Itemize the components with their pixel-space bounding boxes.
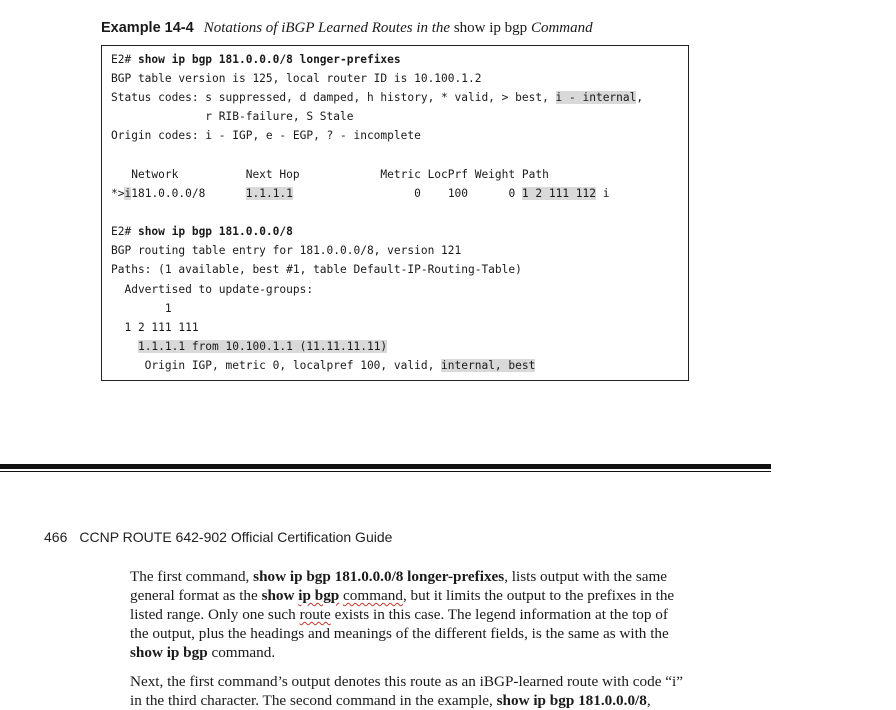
- code-text: i: [596, 187, 610, 200]
- code-line: [111, 359, 535, 373]
- page-break-rule: [0, 464, 771, 469]
- paragraph: [130, 567, 690, 662]
- text: command: [343, 587, 403, 604]
- command: show ip bgp 181.0.0.0/8 longer-prefixes: [253, 568, 505, 585]
- code-line: Advertised to update-groups:: [111, 283, 314, 296]
- running-head: [44, 529, 392, 545]
- text: ,: [646, 692, 651, 709]
- text: , but it limits the output to the prefixes in the listed range. Only one such: [130, 587, 675, 623]
- code-text: 181.0.0.0/8: [131, 187, 246, 200]
- code-text: [111, 340, 138, 353]
- example-label: Example 14-4: [101, 20, 194, 36]
- text: route: [299, 606, 331, 623]
- code-text: ,: [636, 91, 644, 104]
- code-text: *>: [111, 187, 125, 200]
- text: command.: [207, 644, 276, 661]
- code-line: BGP table version is 125, local router ID is 10.100.1.2: [111, 72, 482, 85]
- example-title: [204, 20, 593, 36]
- page-number: 466: [44, 529, 68, 545]
- title-command: show ip bgp: [453, 20, 528, 36]
- command: show ip bgp 181.0.0.0/8: [496, 692, 647, 709]
- code-line: Paths: (1 available, best #1, table Default-IP-Routing-Table): [111, 263, 522, 276]
- text: , lists output with the same general format as the: [130, 568, 668, 604]
- text: Next, the first command’s output denotes this route as an iBGP-learned route with code “i” in the third character. The second command in the example,: [130, 673, 683, 709]
- code-example-box: [101, 45, 689, 381]
- paragraph: [130, 672, 690, 710]
- code-text: 0 100 0: [292, 187, 522, 200]
- code-line: BGP routing table entry for 181.0.0.0/8, version 121: [111, 244, 462, 257]
- code-line: Origin codes: i - IGP, e - EGP, ? - incomplete: [111, 129, 421, 142]
- highlight: 1 2 111 112: [521, 187, 597, 200]
- code-text: Status codes: s suppressed, d damped, h history, * valid, > best,: [111, 91, 556, 104]
- text: The first command,: [130, 568, 254, 585]
- highlight: internal, best: [441, 359, 536, 372]
- command: show ip bgp: [130, 644, 208, 661]
- command: show ip bgp 181.0.0.0/8 longer-prefixes: [137, 53, 401, 66]
- code-line: 1 2 111 111: [111, 321, 199, 334]
- code-line: r RIB-failure, S Stale: [111, 110, 354, 123]
- prompt: E2#: [111, 225, 138, 238]
- command: [262, 587, 340, 604]
- highlight: i: [124, 187, 132, 200]
- code-line: Network Next Hop Metric LocPrf Weight Path: [111, 168, 549, 181]
- prompt: E2#: [111, 53, 138, 66]
- title-text-end: Command: [527, 20, 593, 36]
- page-break-rule-thin: [0, 471, 771, 472]
- code-line: 1: [111, 302, 172, 315]
- command-part: show: [261, 587, 299, 604]
- code-line: [111, 225, 293, 239]
- command-part: ip bgp: [298, 587, 340, 604]
- title-text: Notations of iBGP Learned Routes in the: [203, 20, 454, 36]
- example-caption: [101, 20, 593, 37]
- code-line: [111, 187, 610, 201]
- text: exists in this case. The legend information at the top of the output, plus the headings and meanings of the different fields, is the same as with the: [130, 606, 669, 642]
- code-line: [111, 53, 401, 67]
- highlight: 1.1.1.1 from 10.100.1.1 (11.11.11.11): [137, 340, 388, 353]
- code-line: [111, 91, 643, 105]
- highlight: 1.1.1.1: [245, 187, 293, 200]
- book-title: CCNP ROUTE 642-902 Official Certification Guide: [79, 529, 393, 545]
- command: show ip bgp 181.0.0.0/8: [137, 225, 293, 238]
- code-line: [111, 340, 387, 354]
- highlight: i - internal: [555, 91, 637, 104]
- code-text: Origin IGP, metric 0, localpref 100, valid,: [111, 359, 442, 372]
